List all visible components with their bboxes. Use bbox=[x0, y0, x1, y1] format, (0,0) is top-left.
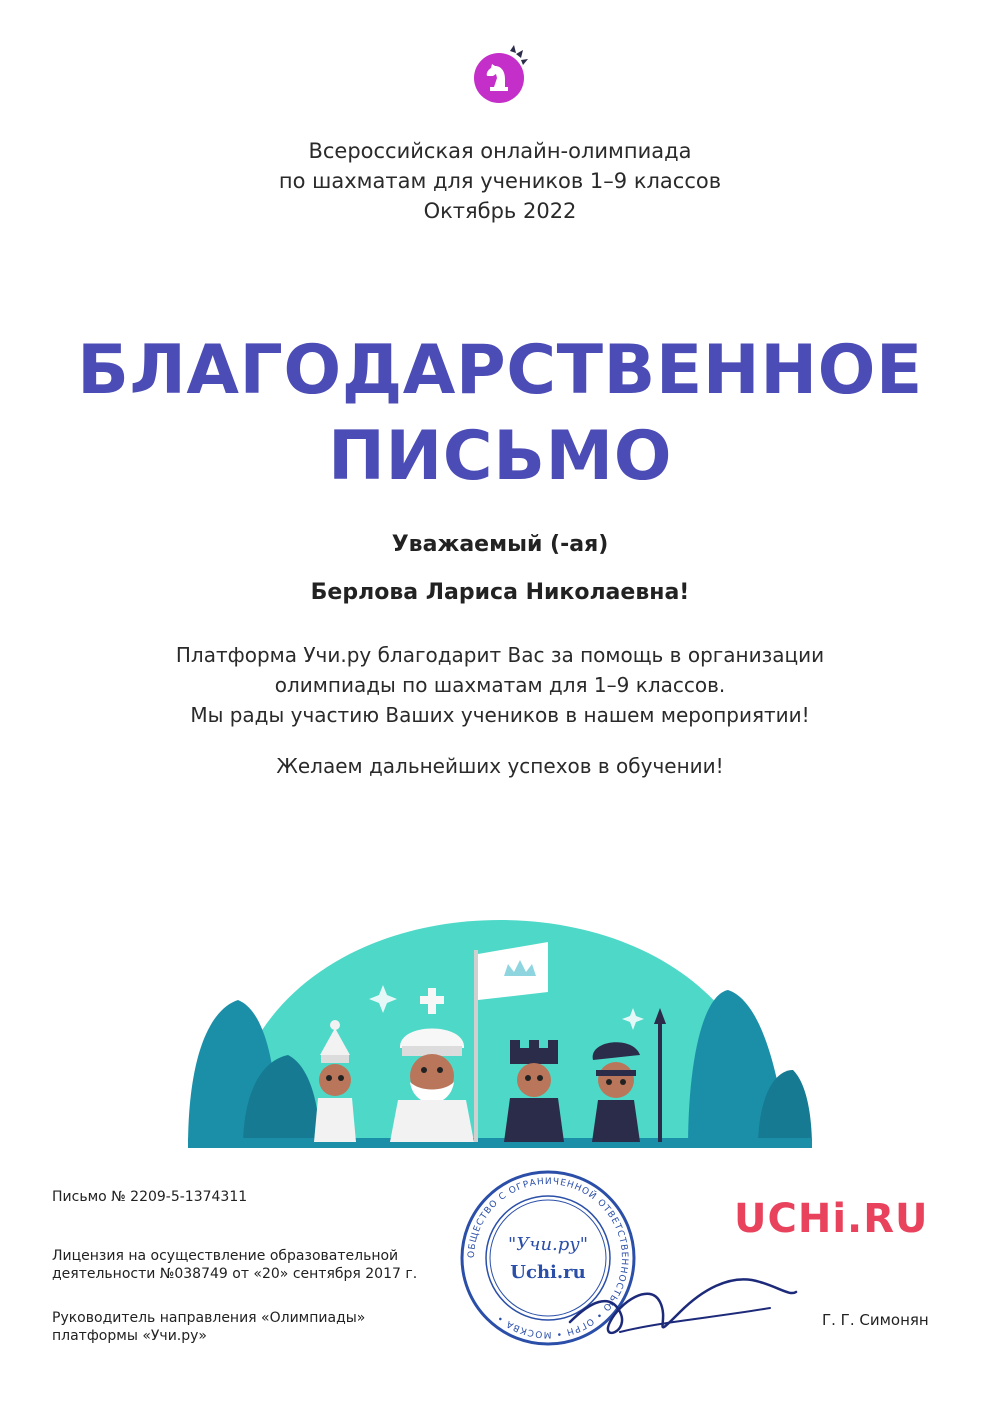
svg-text:"Учи.ру": "Учи.ру" bbox=[507, 1234, 589, 1255]
title-line-1: БЛАГОДАРСТВЕННОЕ bbox=[77, 331, 923, 410]
uchi-chess-logo-icon bbox=[470, 45, 530, 105]
recipient-name: Берлова Лариса Николаевна! bbox=[310, 580, 690, 605]
signer-name: Г. Г. Симонян bbox=[822, 1311, 929, 1329]
body-line-2: олимпиады по шахматам для 1–9 классов. bbox=[274, 673, 726, 697]
olympiad-header bbox=[0, 136, 1000, 226]
header-line-1: Всероссийская онлайн-олимпиада bbox=[308, 139, 692, 163]
director-line-1: Руководитель направления «Олимпиады» bbox=[52, 1310, 366, 1326]
svg-text:Uchi.ru: Uchi.ru bbox=[510, 1262, 586, 1283]
director-line-2: платформы «Учи.ру» bbox=[52, 1328, 207, 1344]
body-line-3: Мы рады участию Ваших учеников в нашем мероприятии! bbox=[190, 703, 810, 727]
chess-characters-illustration bbox=[188, 920, 812, 1148]
license-info bbox=[52, 1247, 417, 1283]
letter-title bbox=[0, 328, 1000, 500]
header-date: Октябрь 2022 bbox=[423, 199, 577, 223]
letter-body bbox=[0, 640, 1000, 730]
title-line-2: ПИСЬМО bbox=[327, 417, 673, 496]
license-line-2: деятельности №038749 от «20» сентября 2017 г. bbox=[52, 1266, 418, 1282]
closing-wish: Желаем дальнейших успехов в обучении! bbox=[276, 754, 724, 778]
license-line-1: Лицензия на осуществление образовательной bbox=[52, 1248, 399, 1264]
letter-number: Письмо № 2209-5-1374311 bbox=[52, 1189, 248, 1205]
body-line-1: Платформа Учи.ру благодарит Вас за помощь в организации bbox=[175, 643, 825, 667]
handwritten-signature bbox=[560, 1262, 800, 1362]
svg-text:ОБЩЕСТВО С ОГРАНИЧЕННОЙ ОТВЕТС: ОБЩЕСТВО С ОГРАНИЧЕННОЙ ОТВЕТСТВЕННОСТЬЮ • ОГРН • МОСКВА • bbox=[466, 1176, 630, 1340]
director-title bbox=[52, 1309, 365, 1345]
uchi-ru-brand-logo: UCHi.RU bbox=[734, 1196, 929, 1242]
header-line-2: по шахматам для учеников 1–9 классов bbox=[278, 169, 722, 193]
salutation: Уважаемый (-ая) bbox=[391, 532, 609, 557]
